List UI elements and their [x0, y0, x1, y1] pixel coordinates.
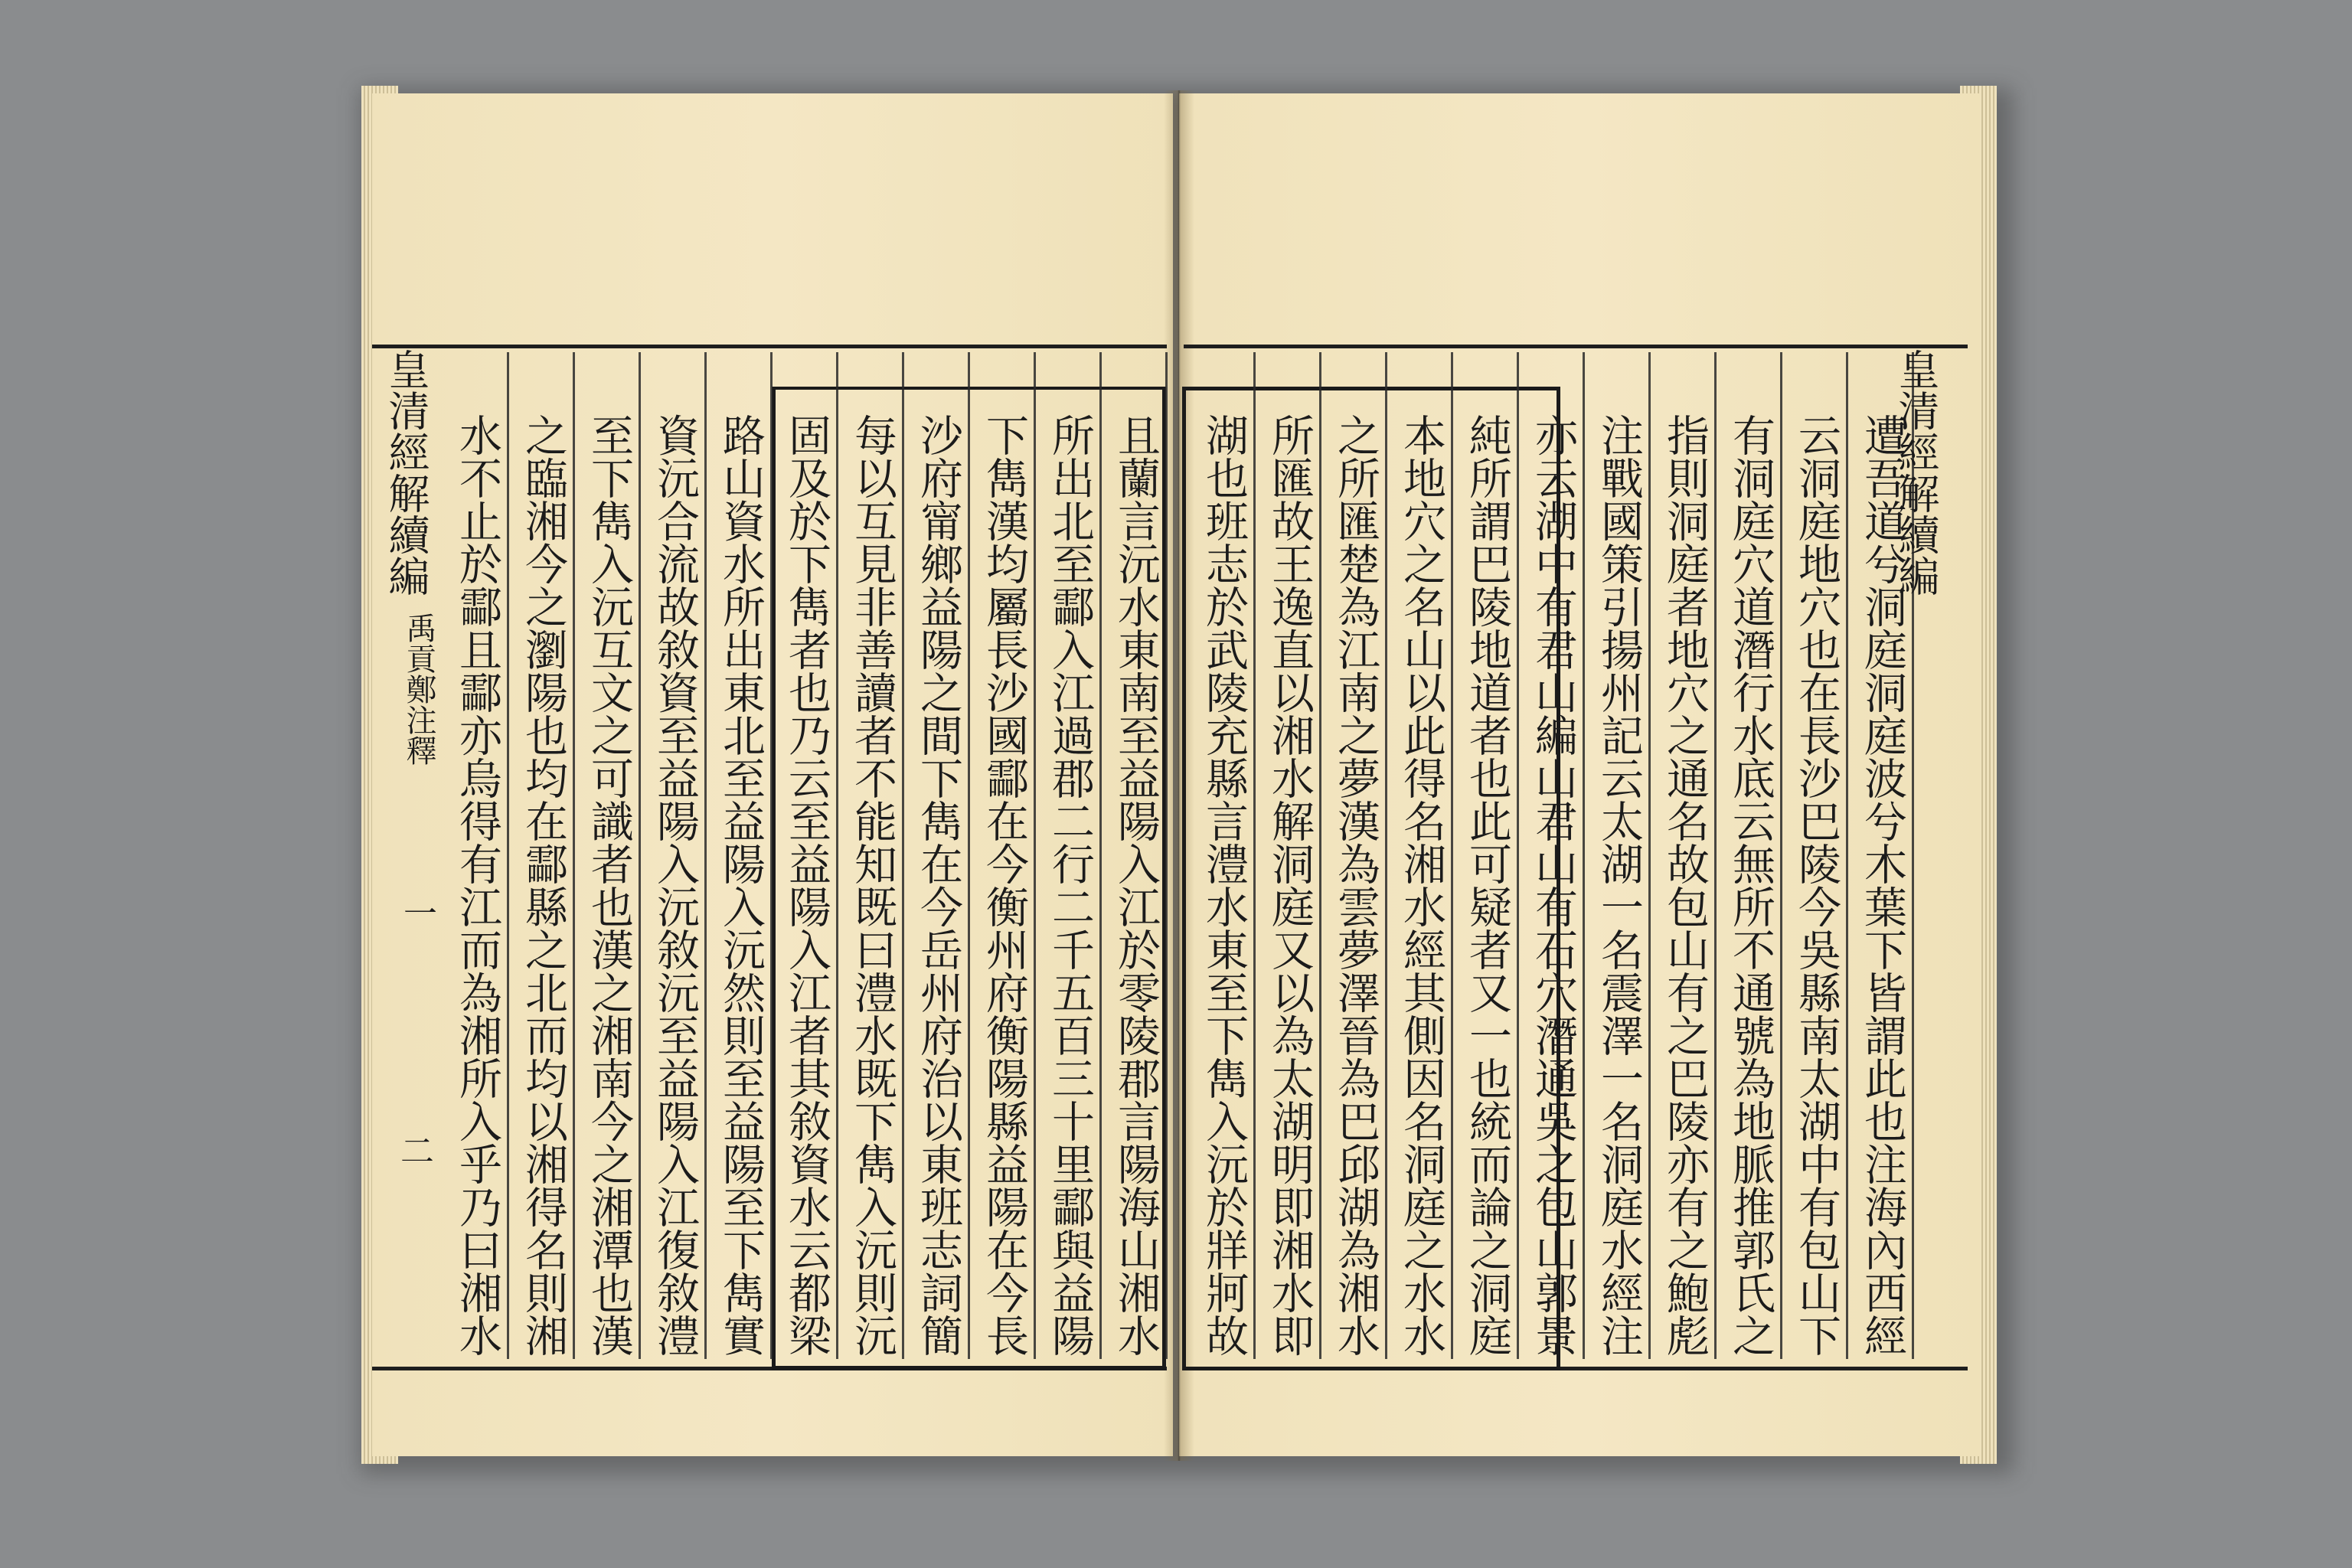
right-text-column-4: 指則洞庭者地穴之通名故包山有之巴陵亦有之鮑彪 [1660, 413, 1710, 1357]
right-text-column-2: 云洞庭地穴也在長沙巴陵今吳縣南太湖中有包山下 [1792, 413, 1841, 1357]
left-column-rule [639, 352, 641, 1359]
right-text-column-5: 注戰國策引揚州記云太湖一名震澤一名洞庭水經注 [1594, 413, 1644, 1357]
left-text-column-2: 所出北至酃入江過郡二行二千五百三十里酃與益陽 [1045, 413, 1095, 1357]
right-text-column-9: 之所匯楚為江南之夢漢為雲夢澤晉為巴邱湖為湘水 [1331, 413, 1380, 1357]
right-text-column-8: 本地穴之名山以此得名湘水經其側因名洞庭之水水 [1396, 413, 1446, 1357]
left-column-rule [1099, 352, 1102, 1359]
left-text-column-11: 水不止於酃且酃亦烏得有江而為湘所入乎乃曰湘水 [452, 413, 502, 1357]
right-text-column-6: 亦云湖中有君山編山君山有石穴潛通吳之包山郭景 [1528, 413, 1578, 1357]
left-text-column-10: 之臨湘今之瀏陽也均在酃縣之北而均以湘得名則湘 [518, 413, 568, 1357]
right-text-column-10: 所匯故王逸直以湘水解洞庭又以為太湖明即湘水即 [1265, 413, 1315, 1357]
left-text-column-8: 資沅合流故敘資至益陽入沅敘沅至益陽入江復敘澧 [650, 413, 700, 1357]
left-text-column-9: 至下雋入沅互文之可識者也漢之湘南今之湘潭也漢 [584, 413, 634, 1357]
left-column-rule [902, 352, 904, 1359]
left-text-column-7: 路山資水所出東北至益陽入沅然則至益陽至下雋實 [716, 413, 766, 1357]
right-column-rule [1319, 352, 1321, 1359]
right-column-rule [1253, 352, 1256, 1359]
left-margin-title: 皇清經解續編 [382, 348, 430, 596]
left-text-column-3: 下雋漢均屬長沙國酃在今衡州府衡陽縣益陽在今長 [979, 413, 1029, 1357]
right-column-rule [1780, 352, 1782, 1359]
right-column-rule [1385, 352, 1387, 1359]
left-column-rule [770, 352, 773, 1359]
right-text-column-3: 有洞庭穴道潛行水底云無所不通號為地脈推郭氏之 [1726, 413, 1775, 1357]
left-column-rule [573, 352, 575, 1359]
left-column-rule [968, 352, 970, 1359]
right-column-rule [1451, 352, 1453, 1359]
left-text-column-1: 且蘭言沅水東南至益陽入江於零陵郡言陽海山湘水 [1111, 413, 1161, 1357]
left-column-rule [1034, 352, 1036, 1359]
left-text-column-4: 沙府甯鄉益陽之間下雋在今岳州府治以東班志詞簡 [913, 413, 963, 1357]
left-text-column-5: 每以互見非善讀者不能知既曰澧水既下雋入沅則沅 [848, 413, 897, 1357]
left-volume-mark: 一 [397, 896, 436, 929]
right-text-column-11: 湖也班志於武陵充縣言澧水東至下雋入沅於牂牁故 [1199, 413, 1249, 1357]
right-margin-title: 皇清經解續編 [1892, 348, 1940, 596]
right-column-rule [1648, 352, 1651, 1359]
left-column-rule [836, 352, 838, 1359]
left-margin-subtitle: 禹貢鄭注釋 [401, 612, 436, 766]
right-text-column-7: 純所謂巴陵地道者也此可疑者又一也統而論之洞庭 [1462, 413, 1512, 1357]
right-column-rule [1583, 352, 1585, 1359]
left-column-rule [704, 352, 707, 1359]
right-column-rule [1517, 352, 1519, 1359]
left-column-rule [507, 352, 509, 1359]
right-text-column-1: 遭吾道兮洞庭洞庭波兮木葉下皆謂此也注海內西經 [1857, 413, 1907, 1357]
right-column-rule [1714, 352, 1717, 1359]
right-column-rule [1846, 352, 1848, 1359]
left-column-rule [1165, 352, 1168, 1359]
left-page-number: 二 [394, 1133, 433, 1167]
left-text-column-6: 固及於下雋者也乃云至益陽入江者其敘資水云都梁 [782, 413, 831, 1357]
